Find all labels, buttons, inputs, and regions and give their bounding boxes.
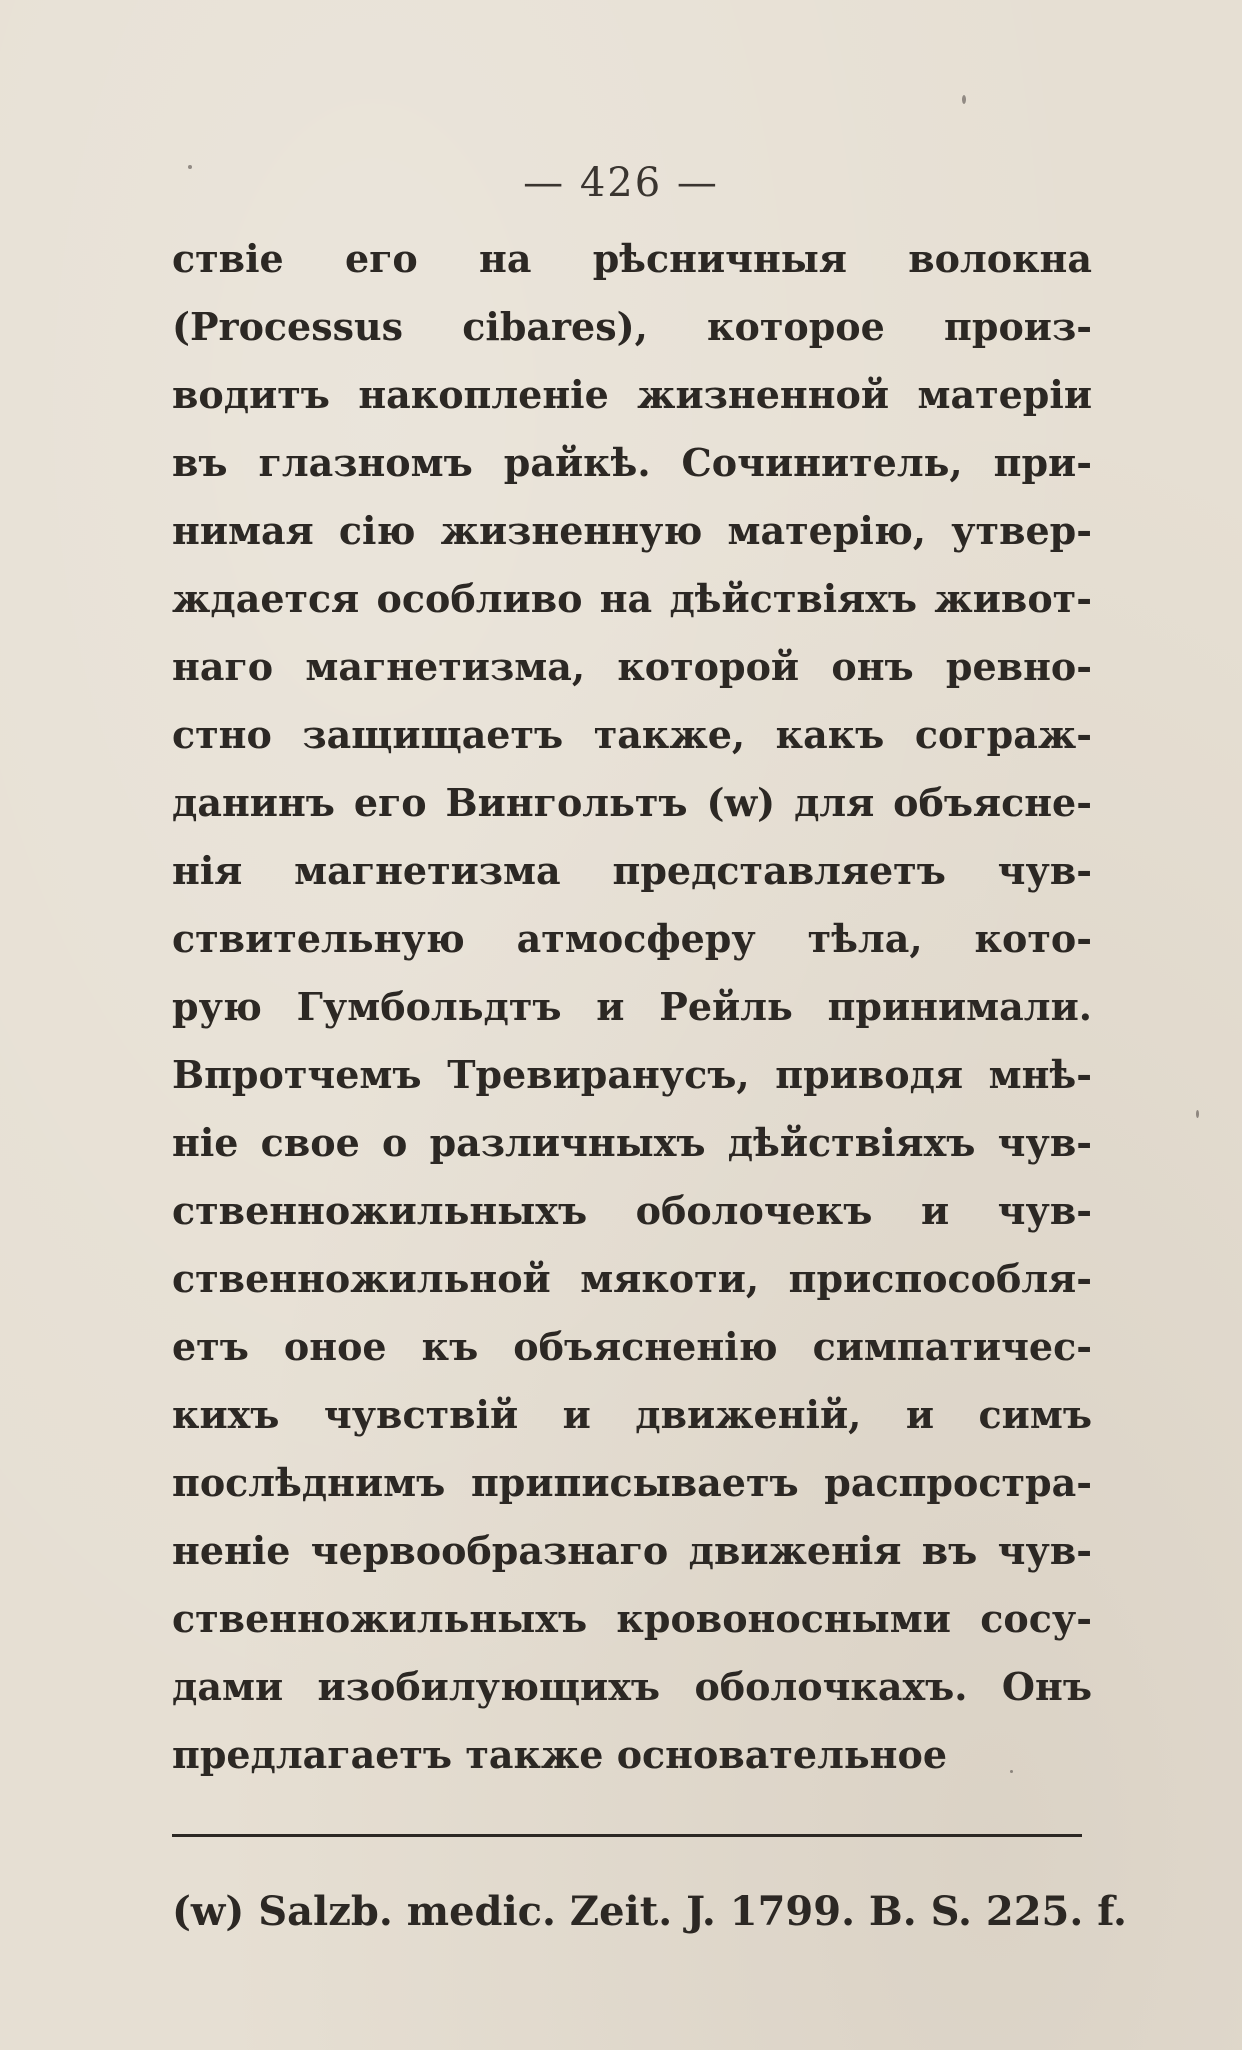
text-line: неніе червообразнаго движенія въ чув- bbox=[172, 1528, 1092, 1573]
footnote: (w) Salzb. medic. Zeit. J. 1799. B. S. 225. f. bbox=[172, 1888, 1127, 1935]
text-line: стно защищаетъ также, какъ сограж- bbox=[172, 712, 1092, 757]
page-number: — 426 — bbox=[523, 160, 719, 206]
text-line: ствительную атмосферу тѣла, кото- bbox=[172, 916, 1092, 961]
text-line: ждается особливо на дѣйствіяхъ живот- bbox=[172, 576, 1092, 621]
text-line: етъ оное къ объясненію симпатичес- bbox=[172, 1324, 1092, 1369]
text-line: ствіе его на рѣсничныя волокна bbox=[172, 236, 1092, 281]
text-line: нимая сію жизненную матерію, утвер- bbox=[172, 508, 1092, 553]
text-line: данинъ его Вингольтъ (w) для объясне- bbox=[172, 780, 1092, 825]
paper-speck bbox=[962, 95, 966, 104]
text-line: ственножильныхъ оболочекъ и чув- bbox=[172, 1188, 1092, 1233]
text-line: дами изобилующихъ оболочкахъ. Онъ bbox=[172, 1664, 1092, 1709]
paper-speck bbox=[1010, 1770, 1013, 1773]
text-line: въ глазномъ райкѣ. Сочинитель, при- bbox=[172, 440, 1092, 485]
text-line: ніе свое о различныхъ дѣйствіяхъ чув- bbox=[172, 1120, 1092, 1165]
text-line: рую Гумбольдтъ и Рейль принимали. bbox=[172, 984, 1092, 1029]
footnote-divider bbox=[172, 1834, 1082, 1837]
text-line: (Processus cibares), которое произ- bbox=[172, 304, 1092, 349]
text-line: послѣднимъ приписываетъ распростра- bbox=[172, 1460, 1092, 1505]
text-line: водитъ накопленіе жизненной матеріи bbox=[172, 372, 1092, 417]
text-line: нія магнетизма представляетъ чув- bbox=[172, 848, 1092, 893]
body-text bbox=[172, 225, 1092, 1789]
text-line: ственножильныхъ кровоносными сосу- bbox=[172, 1596, 1092, 1641]
text-line: наго магнетизма, которой онъ ревно- bbox=[172, 644, 1092, 689]
paper-speck bbox=[188, 165, 192, 169]
paper-speck bbox=[1196, 1110, 1199, 1118]
text-line: кихъ чувствій и движеній, и симъ bbox=[172, 1392, 1092, 1437]
text-line: предлагаетъ также основательное bbox=[172, 1732, 948, 1777]
text-line: ственножильной мякоти, приспособля- bbox=[172, 1256, 1092, 1301]
text-line: Впротчемъ Тревиранусъ, приводя мнѣ- bbox=[172, 1052, 1092, 1097]
